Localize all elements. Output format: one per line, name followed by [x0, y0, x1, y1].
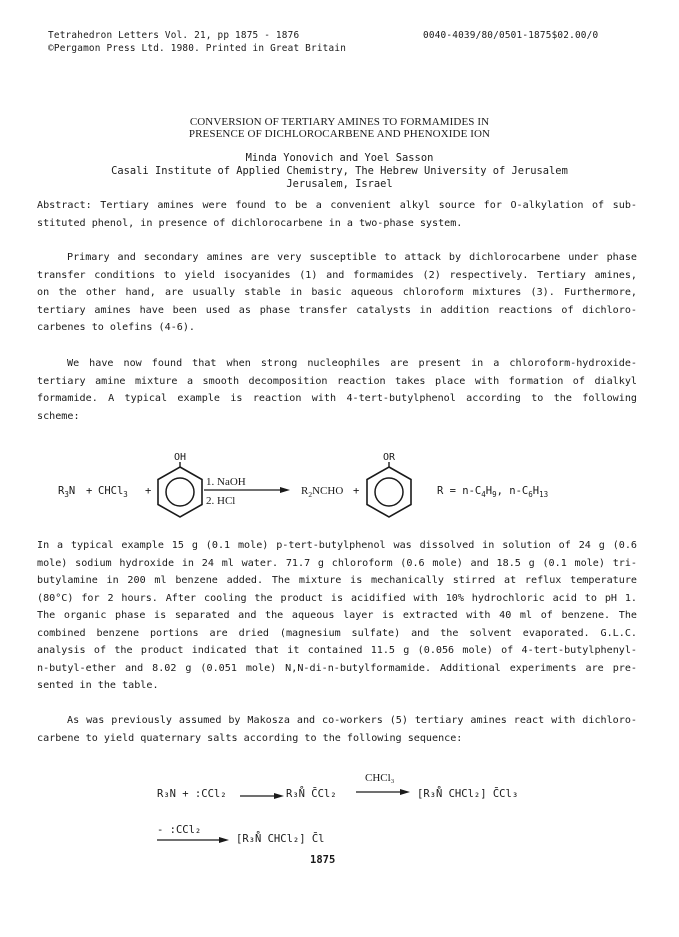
- reaction-arrow-icon: [204, 486, 290, 494]
- ammonium-salt-2: [R₃N̊ CHCl₂] C̄l: [236, 833, 325, 845]
- author-names: Minda Yonovich and Yoel Sasson: [245, 152, 434, 164]
- carbene-loss: - :CCl₂: [157, 824, 202, 836]
- ether-ring-icon: [361, 462, 417, 520]
- paragraph-line: We have now found that when strong nucleophiles are present in a chloroform-hydroxide-: [67, 358, 637, 369]
- paragraph-4: [37, 712, 637, 747]
- paragraph-2: [37, 355, 637, 425]
- page-number: 1875: [310, 854, 336, 866]
- reaction-arrow-icon: [356, 788, 410, 796]
- paragraph-line: n-butyl-ether and 8.02 g (0.051 mole) N,N-di-n-butylformamide. Additional experiments are pre-: [37, 662, 637, 674]
- amine-plus-carbene: R₃N + :CCl₂: [157, 788, 227, 800]
- paragraph-line: sented in the table.: [37, 680, 159, 691]
- paragraph-line: on the other hand, are usually stable in basic aqueous chloroform mixtures (3). Furthermore,: [37, 287, 637, 298]
- abstract: [37, 197, 637, 232]
- paragraph-line: In a typical example 15 g (0.1 mole) p-tert-butylphenol was dissolved in solution of 24 g (0.6: [37, 540, 637, 551]
- author-location: Jerusalem, Israel: [286, 178, 393, 190]
- reagent-step-1: 1. NaOH: [206, 476, 246, 488]
- abstract-line: Abstract: Tertiary amines were found to be a convenient alkyl source for O-alkylation of sub-: [37, 200, 637, 211]
- reaction-arrow-icon: [157, 836, 229, 844]
- phenol-ring-icon: [152, 462, 208, 520]
- reaction-arrow-icon: [240, 792, 284, 800]
- paragraph-line: formamide. A typical example is reaction with 4-tert-butylphenol according to the following: [37, 393, 637, 404]
- chloroform-reagent: CHCl₃: [365, 772, 395, 784]
- tertiary-amine: $R_3N$: [58, 485, 76, 500]
- paragraph-line: butylamine in 200 ml benzene added. The mixture is mechanically stirred at reflux temperature: [37, 575, 637, 586]
- ammonium-ylide: R₃N̊ C̄Cl₂: [286, 788, 337, 800]
- chloroform: CHCl$_3$: [98, 485, 128, 500]
- paragraph-1: [37, 249, 637, 337]
- paragraph-line: analysis of the product indicated that it contained 11.5 g (0.056 mole) of 4-tert-butylphenyl-: [37, 645, 637, 656]
- journal-line: Tetrahedron Letters Vol. 21, pp 1875 - 1876: [48, 30, 300, 41]
- hydroxy-label: OH: [174, 452, 187, 463]
- paragraph-line: carbenes to olefins (4-6).: [37, 322, 196, 333]
- formamide-product: $R_2NCHO$: [301, 485, 344, 500]
- copyright-line: ©Pergamon Press Ltd. 1980. Printed in Great Britain: [48, 43, 347, 54]
- paragraph-line: The organic phase is separated and the aqueous layer is extracted with 40 ml of benzene. The: [37, 610, 637, 621]
- paragraph-line: As was previously assumed by Makosza and co-workers (5) tertiary amines react with dichloro-: [67, 715, 637, 726]
- paragraph-line: Primary and secondary amines are very susceptible to attack by dichlorocarbene under phase: [67, 252, 637, 263]
- r-group-definition: $R = n-C_4H_9$, $n-C_6H_{13}$: [437, 485, 549, 500]
- author-affiliation: Casali Institute of Applied Chemistry, The Hebrew University of Jerusalem: [111, 165, 568, 177]
- paragraph-line: scheme:: [37, 410, 80, 422]
- title-line-1: CONVERSION OF TERTIARY AMINES TO FORMAMIDES IN: [189, 116, 490, 128]
- paragraph-line: transfer conditions to yield isocyanides (1) and formamides (2) respectively. Tertiary amines,: [37, 269, 637, 281]
- paragraph-line: (80°C) for 2 hours. After cooling the product is acidified with 10% hydrochloric acid to pH 1.: [37, 592, 637, 604]
- paragraph-line: carbene to yield quaternary salts according to the following sequence:: [37, 732, 463, 744]
- article-code: 0040-4039/80/0501-1875$02.00/0: [423, 30, 599, 41]
- title-line-2: PRESENCE OF DICHLOROCARBENE AND PHENOXIDE ION: [188, 128, 491, 140]
- paragraph-line: tertiary amine mixture a smooth decomposition reaction takes place with formation of dialkyl: [37, 375, 637, 387]
- plus-sign: +: [353, 485, 360, 497]
- plus-sign: +: [145, 485, 152, 497]
- ammonium-salt-1: [R₃N̊ CHCl₂] C̄Cl₃: [417, 788, 519, 800]
- alkoxy-label: OR: [383, 452, 396, 463]
- paragraph-line: tertiary amines have been used as phase transfer catalysts in addition reactions of dichloro-: [37, 304, 637, 316]
- paragraph-3: [37, 537, 637, 695]
- plus-sign: +: [86, 485, 93, 497]
- paragraph-line: mole) sodium hydroxide in 24 ml water. 71.7 g chloroform (0.6 mole) and 18.5 g (0.1 mole) tri-: [37, 557, 637, 569]
- paragraph-line: combined benzene portions are dried (magnesium sulfate) and the solvent evaporated. G.L.C.: [37, 627, 637, 639]
- reagent-step-2: 2. HCl: [206, 495, 236, 507]
- abstract-line: stituted phenol, in presence of dichlorocarbene in a two-phase system.: [37, 217, 463, 229]
